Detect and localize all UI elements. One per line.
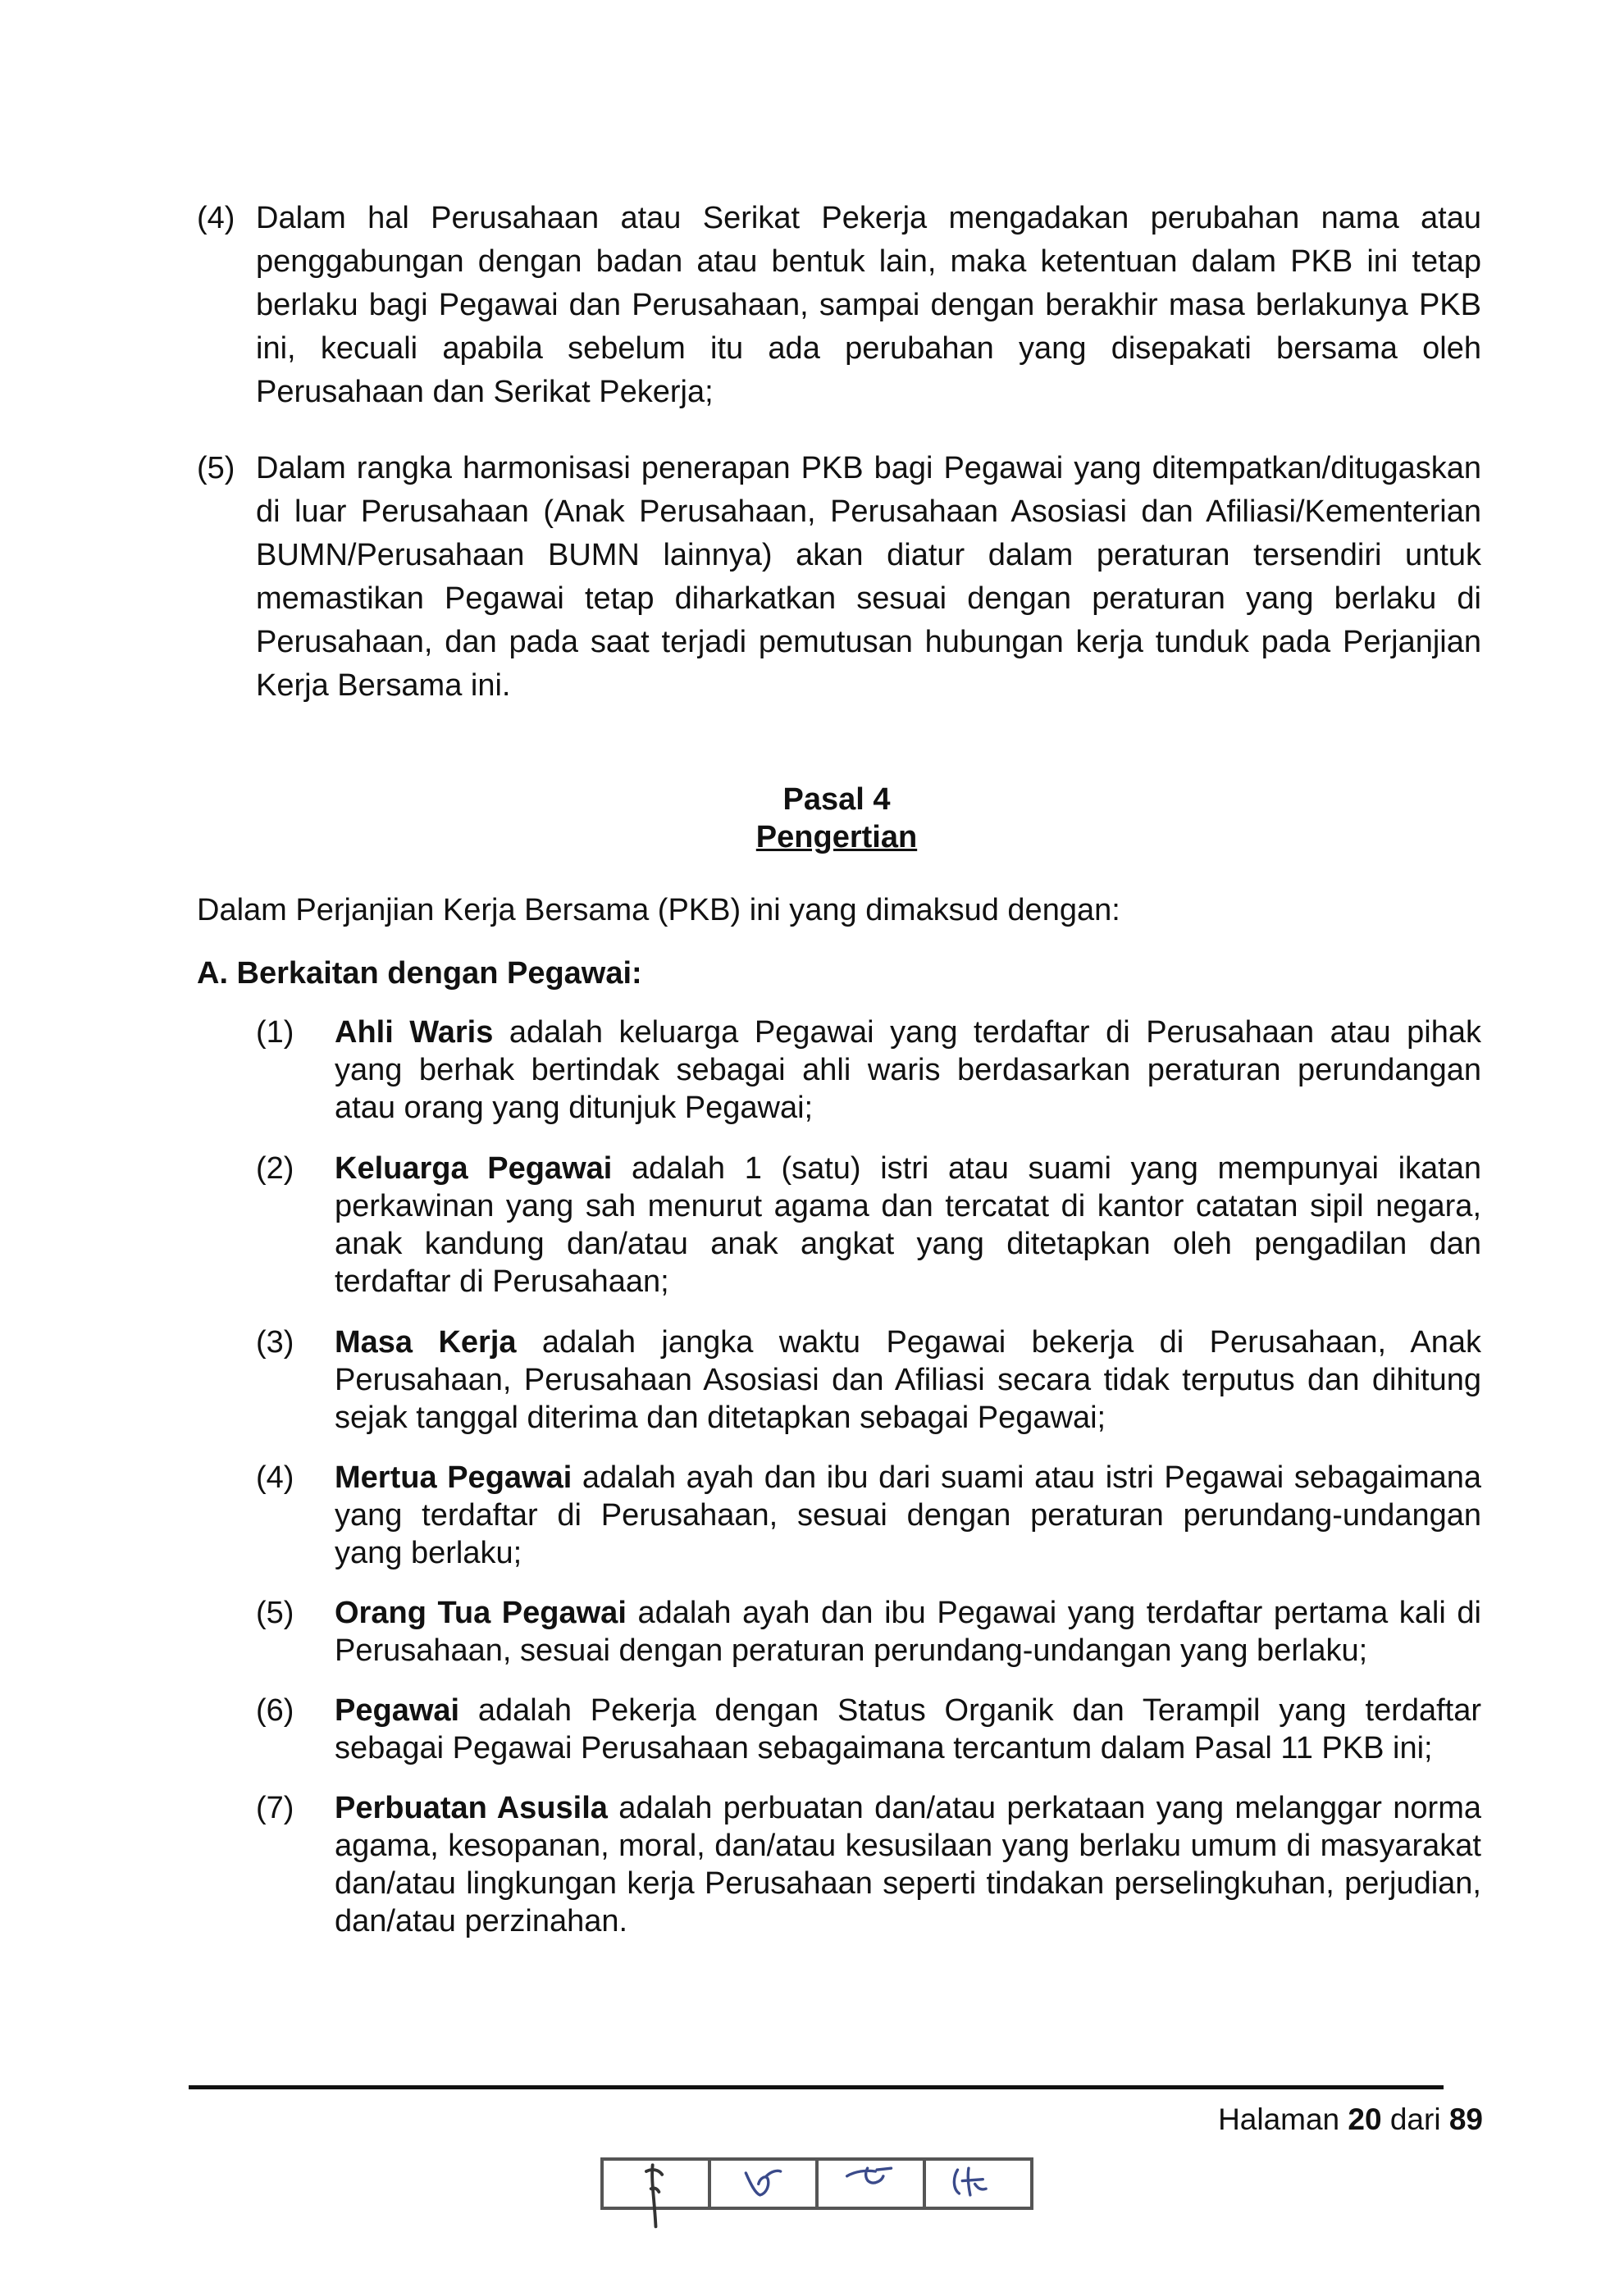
definition-term: Masa Kerja bbox=[335, 1325, 517, 1360]
pasal-title: Pengertian bbox=[755, 820, 918, 854]
definition-number: (1) bbox=[256, 1015, 294, 1050]
definition-text: adalah ayah dan ibu Pegawai yang terdaftar pertama kali di Perusahaan, sesuai dengan peraturan perundang-undangan yang berlaku; bbox=[335, 1596, 1481, 1668]
definition-number: (7) bbox=[256, 1791, 294, 1825]
clause-text: Dalam rangka harmonisasi penerapan PKB bagi Pegawai yang ditempatkan/ditugaskan di luar Perusahaan (Anak Perusahaan, Perusahaan Asosiasi dan Afiliasi/Kementerian BUMN/Perusahaan BUMN lainnya) akan diatur dalam peraturan tersendiri untuk memastikan Pegawai tetap diharkatkan sesuai dengan peraturan yang berlaku di Perusahaan, dan pada saat terjadi pemutusan hubungan kerja tunduk pada Perjanjian Kerja Bersama ini. bbox=[256, 451, 1481, 703]
footer-divider bbox=[189, 2085, 1444, 2089]
definition-number: (4) bbox=[256, 1460, 294, 1495]
clause-item-4 bbox=[197, 197, 1481, 414]
page-middle: dari bbox=[1381, 2102, 1449, 2136]
definition-text: adalah perbuatan dan/atau perkataan yang melanggar norma agama, kesopanan, moral, dan/atau kesusilaan yang berlaku umum di masyarakat dan/atau lingkungan kerja Perusahaan seperti tindakan perselingkuhan, perjudian, dan/atau perzinahan. bbox=[335, 1791, 1481, 1938]
definition-item bbox=[256, 1692, 1481, 1767]
definition-text: adalah ayah dan ibu dari suami atau istri Pegawai sebagaimana yang terdaftar di Perusahaan, sesuai dengan peraturan perundang-undangan yang berlaku; bbox=[335, 1460, 1481, 1570]
definition-number: (6) bbox=[256, 1693, 294, 1728]
definition-number: (5) bbox=[256, 1596, 294, 1630]
pasal-number: Pasal 4 bbox=[782, 782, 891, 817]
clause-item-5 bbox=[197, 447, 1481, 708]
total-pages: 89 bbox=[1448, 2102, 1483, 2136]
definition-term: Perbuatan Asusila bbox=[335, 1791, 608, 1825]
initial-cell bbox=[604, 2161, 711, 2207]
page-prefix: Halaman bbox=[1218, 2102, 1348, 2136]
definition-number: (3) bbox=[256, 1325, 294, 1360]
definition-term: Ahli Waris bbox=[335, 1015, 494, 1050]
signature-mark-2 bbox=[711, 2156, 815, 2230]
definition-item bbox=[256, 1594, 1481, 1670]
definition-text: adalah 1 (satu) istri atau suami yang mempunyai ikatan perkawinan yang sah menurut agama dan tercatat di kantor catatan sipil negara, anak kandung dan/atau anak angkat yang ditetapkan oleh pengadilan dan terdaftar di Perusahaan; bbox=[335, 1151, 1482, 1299]
clause-text: Dalam hal Perusahaan atau Serikat Pekerja mengadakan perubahan nama atau penggabungan dengan badan atau bentuk lain, maka ketentuan dalam PKB ini tetap berlaku bagi Pegawai dan Perusahaan, sampai dengan berakhir masa berlakunya PKB ini, kecuali apabila sebelum itu ada perubahan yang disepakati bersama oleh Perusahaan dan Serikat Pekerja; bbox=[256, 201, 1481, 409]
signature-mark-1 bbox=[604, 2156, 708, 2230]
definition-number: (2) bbox=[256, 1151, 294, 1186]
signature-mark-3 bbox=[819, 2156, 923, 2230]
initial-cell bbox=[819, 2161, 926, 2207]
definition-term: Orang Tua Pegawai bbox=[335, 1596, 627, 1630]
initial-cell bbox=[926, 2161, 1030, 2207]
clause-number: (5) bbox=[197, 451, 235, 485]
clause-number: (4) bbox=[197, 201, 235, 235]
intro-text: Dalam Perjanjian Kerja Bersama (PKB) ini yang dimaksud dengan: bbox=[197, 893, 1120, 927]
signature-mark-4 bbox=[926, 2156, 1030, 2230]
definition-text: adalah jangka waktu Pegawai bekerja di Perusahaan, Anak Perusahaan, Perusahaan Asosiasi dan Afiliasi secara tidak terputus dan dihitung sejak tanggal diterima dan ditetapkan sebagai Pegawai; bbox=[335, 1325, 1481, 1435]
definition-item bbox=[256, 1150, 1482, 1301]
page-number bbox=[1218, 2101, 1483, 2139]
initial-cell bbox=[711, 2161, 819, 2207]
definition-term: Pegawai bbox=[335, 1693, 460, 1728]
definition-term: Mertua Pegawai bbox=[335, 1460, 573, 1495]
definition-item bbox=[256, 1014, 1481, 1127]
initials-box bbox=[600, 2157, 1033, 2210]
definition-item bbox=[256, 1459, 1481, 1572]
definition-item bbox=[256, 1323, 1481, 1437]
definition-text: adalah Pekerja dengan Status Organik dan Terampil yang terdaftar sebagai Pegawai Perusahaan sebagaimana tercantum dalam Pasal 11 PKB ini; bbox=[335, 1693, 1481, 1765]
definition-term: Keluarga Pegawai bbox=[335, 1151, 613, 1186]
current-page: 20 bbox=[1348, 2102, 1382, 2136]
definition-item bbox=[256, 1789, 1481, 1940]
section-a-heading: A. Berkaitan dengan Pegawai: bbox=[197, 956, 642, 991]
definition-text: adalah keluarga Pegawai yang terdaftar di Perusahaan atau pihak yang berhak bertindak sebagai ahli waris berdasarkan peraturan perundangan atau orang yang ditunjuk Pegawai; bbox=[335, 1015, 1481, 1125]
